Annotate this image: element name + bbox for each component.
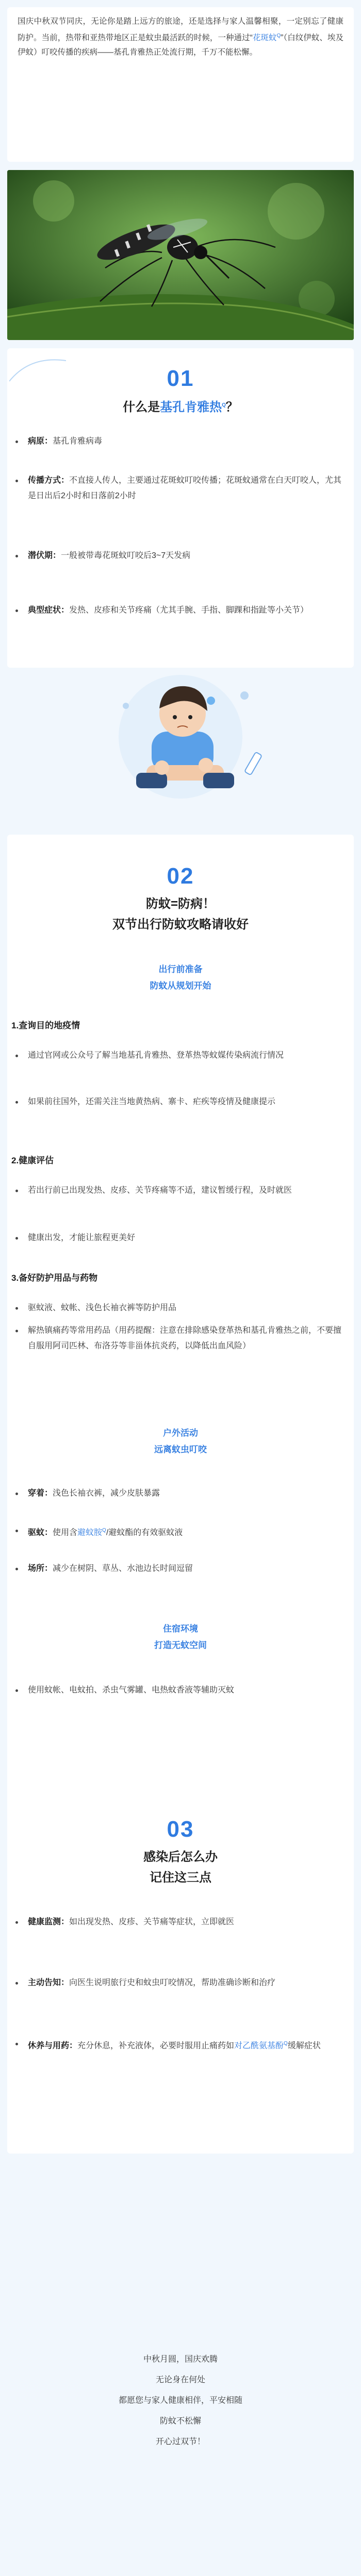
section2-number: 02 bbox=[167, 863, 194, 889]
search-icon: Q bbox=[102, 1528, 106, 1533]
section1-title-suffix: ？ bbox=[225, 400, 238, 414]
bullet-text: 缓解症状 bbox=[287, 2041, 321, 2050]
list-item bbox=[14, 548, 342, 564]
section3-number: 03 bbox=[167, 1817, 194, 1842]
intro-paragraph: 国庆中秋双节同庆，无论你是踏上远方的旅途，还是选择与家人温馨相聚，一定别忘了健康防护。当前，热带和亚热带地区正是蚊虫最活跃的时候，一种通过“花斑蚊$^Q$”（白纹伊蚊、埃及伊蚊）叮咬传播的疾病——基孔肯雅热正处流行期，千万不能松懈。 bbox=[18, 17, 343, 57]
section3-title-line1: 感染后怎么办 bbox=[143, 1850, 218, 1864]
bullet-text: 向医生说明旅行史和蚊虫叮咬情况，帮助准确诊断和治疗 bbox=[69, 1978, 276, 1987]
closing-line: 无论身在何处 bbox=[155, 2376, 205, 2384]
bullet-label: 休养与用药： bbox=[28, 2041, 78, 2050]
closing-line: 都愿您与家人健康相伴，平安相随 bbox=[118, 2396, 242, 2405]
bullet-label: 病原： bbox=[28, 437, 53, 446]
section2-title-line1: 防蚊=防病！ bbox=[145, 897, 215, 911]
bullet-text: 浅色长袖衣裤，减少皮肤暴露 bbox=[53, 1489, 160, 1498]
child-joint-pain-illustration bbox=[7, 670, 354, 799]
list-item: 解热镇痛药等常用药品（用药提醒：注意在排除感染登革热和基孔肯雅热之前，不要擅自服用阿司匹林、布洛芬等非甾体抗炎药，以降低出血风险） bbox=[14, 1323, 342, 1354]
list-item bbox=[14, 1914, 342, 1930]
section1-number: 01 bbox=[167, 366, 194, 391]
block2-title: 户外活动 bbox=[163, 1428, 198, 1438]
closing-line: 防蚊不松懈 bbox=[159, 2417, 201, 2426]
list-item bbox=[14, 603, 342, 618]
search-icon: Q bbox=[222, 402, 226, 408]
mosquito-illustration bbox=[7, 170, 354, 340]
list-item bbox=[14, 2036, 342, 2054]
bullet-text: 不直接人传人，主要通过花斑蚊叮咬传播；花斑蚊通常在白天叮咬人，尤其是日出后2小时和日落前2小时 bbox=[28, 476, 342, 500]
block1-subtitle: 防蚊从规划开始 bbox=[150, 981, 211, 991]
list-item bbox=[14, 1486, 342, 1501]
bullet-text: 基孔肯雅病毒 bbox=[53, 437, 103, 446]
list-item: 通过官网或公众号了解当地基孔肯雅热、登革热等蚊媒传染病流行情况 bbox=[14, 1048, 342, 1063]
bullet-text: 如出现发热、皮疹、关节痛等症状，立即就医 bbox=[69, 1918, 235, 1926]
list-item bbox=[14, 473, 342, 504]
list-item: 若出行前已出现发热、皮疹、关节疼痛等不适，建议暂缓行程，及时就医 bbox=[14, 1183, 342, 1198]
heading-destination: 1.查询目的地疫情 bbox=[11, 1021, 80, 1030]
list-item bbox=[14, 1561, 342, 1577]
section3-title-line2: 记住这三点 bbox=[150, 1871, 211, 1885]
bullet-label: 健康监测： bbox=[28, 1918, 70, 1926]
search-icon: Q bbox=[276, 33, 281, 39]
bullet-label: 主动告知： bbox=[28, 1978, 70, 1987]
deet-link[interactable]: 避蚊胺 bbox=[77, 1528, 103, 1537]
bullet-text: 充分休息，补充液体，必要时服用止痛药如 bbox=[77, 2041, 235, 2050]
bullet-text: 一般被带毒花斑蚊叮咬后3~7天发病 bbox=[61, 551, 191, 560]
intro-panel bbox=[7, 7, 354, 162]
section1-title-link[interactable]: 基孔肯雅热 bbox=[160, 400, 222, 414]
closing-line: 中秋月圆，国庆欢腾 bbox=[143, 2355, 218, 2364]
search-icon: Q bbox=[284, 2041, 288, 2046]
intro-link-aedes[interactable]: 花斑蚊 bbox=[252, 33, 277, 43]
bullet-text: /避蚊酯的有效驱蚊液 bbox=[106, 1528, 183, 1537]
intro-disease: 基孔肯雅热 bbox=[113, 48, 154, 57]
heading-supplies: 3.备好防护用品与药物 bbox=[11, 1273, 98, 1283]
block3-subtitle: 打造无蚊空间 bbox=[154, 1640, 207, 1650]
list-item bbox=[14, 1975, 342, 1991]
section1-title bbox=[0, 396, 361, 417]
list-item: 使用蚊帐、电蚊拍、杀虫气雾罐、电热蚊香液等辅助灭蚊 bbox=[14, 1683, 342, 1698]
bullet-label: 穿着： bbox=[28, 1489, 53, 1498]
bullet-label: 场所： bbox=[28, 1564, 53, 1573]
block3-title: 住宿环境 bbox=[163, 1624, 198, 1634]
bullet-label: 驱蚊： bbox=[28, 1528, 53, 1537]
bullet-text: 发热、皮疹和关节疼痛（尤其手腕、手指、脚踝和指趾等小关节） bbox=[69, 606, 309, 615]
block1-title: 出行前准备 bbox=[158, 964, 203, 974]
list-item: 驱蚊液、蚊帐、浅色长袖衣裤等防护用品 bbox=[14, 1300, 342, 1316]
acetaminophen-link[interactable]: 对乙酰氨基酚 bbox=[234, 2041, 284, 2050]
bullet-text: 使用含 bbox=[53, 1528, 78, 1537]
intro-text-1: 国庆中秋双节同庆，无论你是踏上远方的旅途，还是选择与家人温馨相聚，一定别忘了健康防护。当前，热带和亚热带地区正是蚊虫最活跃的时候，一种通过 bbox=[18, 17, 343, 43]
bullet-text: 减少在树阴、草丛、水池边长时间逗留 bbox=[53, 1564, 193, 1573]
list-item bbox=[14, 1523, 342, 1540]
block2-subtitle: 远离蚊虫叮咬 bbox=[154, 1445, 207, 1454]
list-item: 如果前往国外，还需关注当地黄热病、寨卡、疟疾等疫情及健康提示 bbox=[14, 1094, 342, 1110]
mosquito-photo bbox=[7, 170, 354, 340]
section1-title-prefix: 什么是 bbox=[123, 400, 160, 414]
bullet-label: 潜伏期： bbox=[28, 551, 61, 560]
list-item bbox=[14, 434, 342, 449]
section2-title-line2: 双节出行防蚊攻略请收好 bbox=[112, 918, 249, 931]
bullet-label: 传播方式： bbox=[28, 476, 70, 485]
list-item: 健康出发，才能让旅程更美好 bbox=[14, 1230, 342, 1246]
heading-health-check: 2.健康评估 bbox=[11, 1156, 54, 1165]
bullet-label: 典型症状： bbox=[28, 606, 70, 615]
closing-line: 开心过双节！ bbox=[155, 2437, 205, 2446]
intro-text-3: 正处流行期，千万不能松懈。 bbox=[153, 48, 258, 57]
intro-text-2: （白纹伊蚊、埃及伊蚊）叮咬传播的疾病—— bbox=[18, 33, 343, 57]
